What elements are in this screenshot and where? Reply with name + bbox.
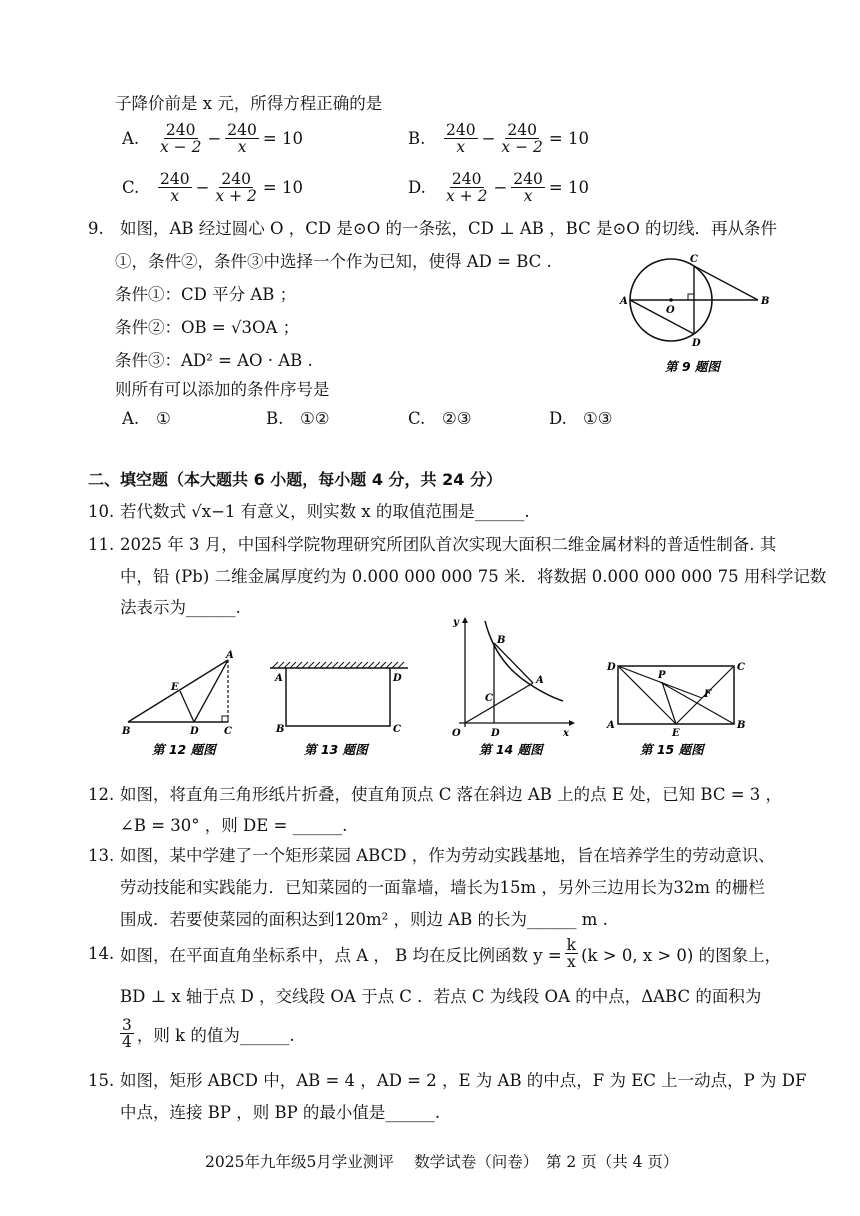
label-y: y: [453, 617, 459, 628]
minus-sign: −: [207, 129, 222, 149]
q13-line3: 围成．若要使菜园的面积达到120m² ，则边 AB 的长为______ m .: [120, 910, 608, 929]
q8-option-d[interactable]: [408, 171, 589, 205]
q10-text: 若代数式 √x−1 有意义，则实数 x 的取值范围是______.: [120, 502, 530, 521]
x-axis-arrow: [569, 720, 575, 726]
figure-13-caption: 第 13 题图: [304, 742, 368, 757]
q9-option-c[interactable]: [408, 409, 472, 428]
q9-option-a[interactable]: [122, 409, 171, 428]
figure-9: [615, 250, 775, 380]
q13-line1: [88, 842, 775, 866]
q8-option-c[interactable]: [122, 171, 303, 205]
fraction-k-over-x: $\frac{k}{x}$: [566, 936, 577, 972]
label-d: D: [393, 673, 402, 684]
q9-condition-1: 条件①：CD 平分 AB ；: [115, 285, 297, 304]
q14-line2: BD ⊥ x 轴于点 D ，交线段 OA 于点 C ．若点 C 为线段 OA 的中点，ΔABC 的面积为: [120, 987, 762, 1006]
q13-line2: 劳动技能和实践能力．已知菜园的一面靠墙，墙长为15m ，另外三边用长为32m 的栅栏: [120, 878, 765, 897]
figure-12-caption: 第 12 题图: [152, 742, 216, 757]
q14-text-a: 如图，在平面直角坐标系中，点 A ， B 均在反比例函数 y =: [120, 945, 562, 965]
q15-line2: 中点，连接 BP ，则 BP 的最小值是______.: [120, 1103, 441, 1122]
section-title: 二、填空题（本大题共 6 小题，每小题 4 分，共 24 分）: [88, 470, 502, 489]
segment-ad: [630, 300, 694, 334]
figure-9-caption: 第 9 题图: [665, 359, 720, 374]
option-text: ①③: [583, 409, 613, 428]
q9-condition-2: 条件②：OB = √3OA ；: [115, 318, 300, 337]
question-number: 12.: [88, 785, 115, 804]
q12-line2: ∠B = 30° ，则 DE = ______.: [120, 816, 348, 835]
label-c: C: [690, 254, 698, 265]
label-b: B: [276, 724, 285, 735]
label-o: O: [452, 728, 461, 739]
label-d: D: [190, 726, 199, 737]
q14-text-b: (k > 0, x > 0) 的图象上，: [581, 945, 782, 965]
figure-14-caption: 第 14 题图: [479, 742, 543, 757]
tangent-bc: [694, 266, 758, 300]
q9-condition-3: 条件③：AD² = AO · AB .: [115, 351, 313, 370]
q11-line3: 法表示为______.: [120, 598, 241, 617]
label-b: B: [497, 635, 506, 646]
fraction-3-over-4: $\frac{3}{4}$: [122, 1016, 132, 1052]
segment-de: [618, 666, 676, 724]
q9-option-b[interactable]: [266, 409, 330, 428]
label-o: O: [666, 305, 675, 316]
label-c: C: [393, 724, 401, 735]
fence: [286, 668, 390, 726]
fraction: $\frac{240}{x}$: [227, 121, 257, 157]
option-letter: D.: [549, 409, 567, 428]
q14-text-c: ，则 k 的值为______.: [136, 1025, 295, 1045]
option-letter: C.: [122, 178, 140, 198]
figure-12: [118, 648, 248, 760]
q15-text: 如图，矩形 ABCD 中，AB = 4 ，AD = 2 ，E 为 AB 的中点，F 为 EC 上一动点，P 为 DF: [120, 1071, 807, 1090]
page-footer: 2025年九年级5月学业测评 数学试卷（问卷） 第 2 页（共 4 页）: [205, 1153, 679, 1171]
option-letter: A.: [122, 409, 140, 428]
figure-15: [602, 648, 752, 760]
q11-line2: 中，铅 (Pb) 二维金属厚度约为 0.000 000 000 75 米．将数据 0.000 000 000 75 用科学记数: [120, 567, 827, 586]
question-number: 15.: [88, 1071, 115, 1090]
fraction: $\frac{240}{x}$: [160, 170, 190, 206]
wall-hatching: [272, 662, 404, 668]
label-b: B: [761, 296, 770, 307]
minus-sign: −: [481, 129, 496, 149]
fraction: $\frac{240}{x - 2}$: [160, 121, 202, 157]
fold-ad: [194, 660, 228, 722]
label-a: A: [275, 673, 283, 684]
label-a: A: [620, 296, 628, 307]
label-f: F: [704, 689, 712, 700]
q8-stem-tail: 子降价前是 x 元，所得方程正确的是: [115, 94, 383, 113]
right-angle-mark: [688, 294, 694, 300]
label-x: x: [563, 728, 569, 739]
label-c: C: [224, 726, 232, 737]
equation-rhs: = 10: [262, 129, 303, 149]
figure-14: [445, 615, 580, 760]
label-p: P: [658, 670, 666, 681]
q9-option-d[interactable]: [549, 409, 613, 428]
q9-line1: [88, 215, 777, 239]
q9-line2: ①，条件②，条件③中选择一个作为已知，使得 AD = BC .: [115, 252, 552, 271]
segment-oa: [465, 683, 533, 723]
option-letter: A.: [122, 129, 140, 149]
fraction: $\frac{240}{x}$: [513, 170, 543, 206]
fraction: $\frac{240}{x + 2}$: [446, 170, 488, 206]
segment-ab: [494, 643, 533, 683]
center-dot: [669, 298, 673, 302]
option-letter: D.: [408, 178, 426, 198]
fraction: $\frac{240}{x - 2}$: [501, 121, 543, 157]
q12-text: 如图，将直角三角形纸片折叠，使直角顶点 C 落在斜边 AB 上的点 E 处，已知 BC = 3 ，: [120, 785, 783, 804]
label-c: C: [737, 662, 745, 673]
question-number: 9.: [88, 219, 104, 238]
q14-line3: [120, 1017, 295, 1051]
label-d: D: [607, 662, 616, 673]
label-a: A: [607, 720, 615, 731]
q9-ask: 则所有可以添加的条件序号是: [115, 380, 330, 399]
q10: [88, 498, 530, 522]
label-a: A: [226, 650, 234, 661]
q12-line1: [88, 781, 782, 805]
option-letter: B.: [408, 129, 426, 149]
q15-line1: [88, 1067, 806, 1091]
q8-option-b[interactable]: [408, 122, 589, 156]
option-letter: C.: [408, 409, 426, 428]
q9-text: 如图，AB 经过圆心 O ，CD 是⊙O 的一条弦，CD ⊥ AB ，BC 是⊙O 的切线．再从条件: [120, 219, 778, 238]
q13-text: 如图，某中学建了一个矩形菜园 ABCD ，作为劳动实践基地，旨在培养学生的劳动意识、: [120, 846, 775, 865]
q11-text: 2025 年 3 月，中国科学院物理研究所团队首次实现大面积二维金属材料的普适性制备. 其: [120, 535, 777, 554]
rectangle-abcd: [618, 666, 734, 724]
label-d: D: [491, 728, 500, 739]
label-c: C: [485, 693, 493, 704]
minus-sign: −: [493, 178, 508, 198]
label-b: B: [122, 726, 131, 737]
equation-rhs: = 10: [548, 178, 589, 198]
question-number: 11.: [88, 535, 115, 554]
label-b: B: [737, 720, 746, 731]
question-number: 14.: [88, 944, 115, 964]
fraction: $\frac{240}{x}$: [446, 121, 476, 157]
option-text: ①②: [300, 409, 330, 428]
segment-de: [180, 691, 194, 722]
minus-sign: −: [195, 178, 210, 198]
q14-line1: [88, 937, 781, 971]
question-number: 13.: [88, 846, 115, 865]
q8-option-a[interactable]: [122, 122, 303, 156]
option-text: ①: [156, 409, 171, 428]
equation-rhs: = 10: [262, 178, 303, 198]
y-axis-arrow: [462, 617, 468, 623]
figure-15-caption: 第 15 题图: [640, 742, 704, 757]
label-e: E: [672, 728, 680, 739]
label-e: E: [171, 682, 179, 693]
segment-bp: [660, 682, 734, 724]
q11-line1: [88, 531, 776, 555]
option-text: ②③: [442, 409, 472, 428]
question-number: 10.: [88, 502, 115, 521]
option-letter: B.: [266, 409, 284, 428]
label-d: D: [692, 338, 701, 349]
right-angle-mark: [222, 716, 228, 722]
label-a: A: [536, 675, 544, 686]
fraction: $\frac{240}{x + 2}$: [215, 170, 257, 206]
figure-13: [268, 648, 413, 760]
equation-rhs: = 10: [548, 129, 589, 149]
